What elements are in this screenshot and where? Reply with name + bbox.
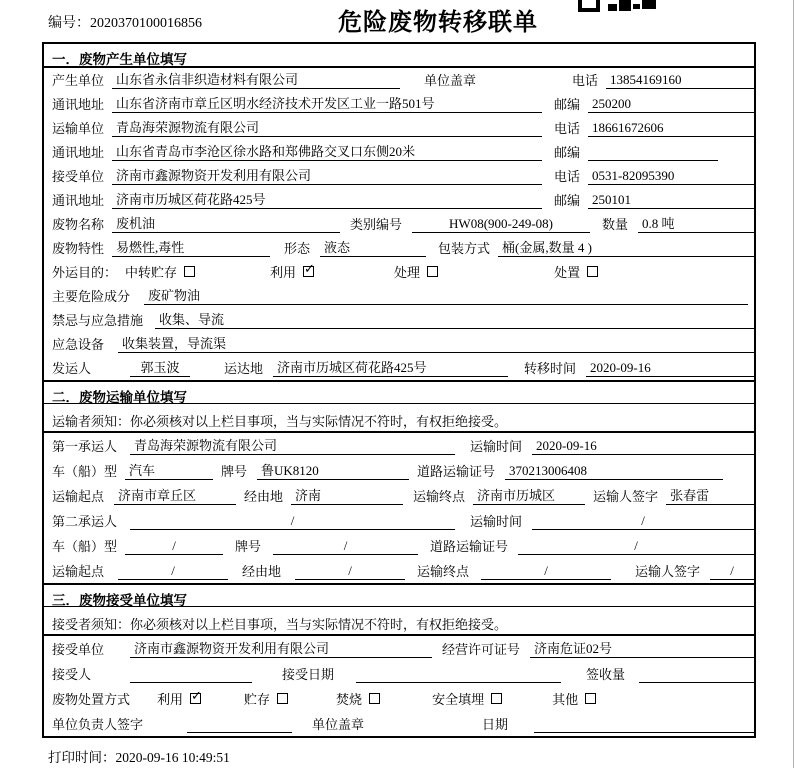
postcode-label: 邮编 xyxy=(554,97,581,112)
postcode-label: 邮编 xyxy=(554,193,581,208)
road-license-value: 370213006408 xyxy=(505,463,723,480)
address-label: 通讯地址 xyxy=(52,145,105,160)
producer-unit-row xyxy=(44,68,754,92)
plate-value: / xyxy=(273,538,418,555)
print-time-label: 打印时间： xyxy=(48,750,116,765)
via-label: 经由地 xyxy=(244,489,284,504)
plate-label: 牌号 xyxy=(221,464,248,479)
disposal-option-store: 贮存 xyxy=(244,689,288,708)
road-license-value: / xyxy=(518,538,754,555)
section1-heading: 一．废物产生单位填写 xyxy=(44,44,754,68)
emergency-equipment-row xyxy=(44,332,754,356)
origin-value: 济南市章丘区 xyxy=(114,485,236,505)
vehicle-row-1 xyxy=(44,458,754,483)
receiver-unit-row xyxy=(44,164,754,188)
manager-sign-label: 单位负责人签字 xyxy=(52,717,144,732)
transporter-sign-value: / xyxy=(710,563,754,580)
plate-label: 牌号 xyxy=(235,539,262,554)
equipment-value: 收集装置，导流渠 xyxy=(118,333,754,353)
producer-value: 山东省永信非织造材料有限公司 xyxy=(112,69,400,89)
accept-date-label: 接受日期 xyxy=(282,667,335,682)
emergency-measures-row xyxy=(44,308,754,332)
transport-time-value: / xyxy=(532,513,754,530)
accept-date-value xyxy=(356,667,561,683)
transporter-sign-label: 运输人签字 xyxy=(593,489,659,504)
unit-seal-label: 单位盖章 xyxy=(312,717,365,732)
purpose-option-storage: 中转贮存 xyxy=(125,262,195,281)
via-value: / xyxy=(295,563,405,580)
producer-address-row xyxy=(44,92,754,116)
via-label: 经由地 xyxy=(242,564,282,579)
serial-label: 编号： xyxy=(48,16,90,31)
waste-name-value: 废机油 xyxy=(112,213,340,233)
transporter-notice: 运输者须知：你必须核对以上栏目事项，当与实际情况不符时，有权拒绝接受。 xyxy=(44,404,754,433)
category-code-value: HW08(900-249-08) xyxy=(412,216,590,233)
transport-time-value: 2020-09-16 xyxy=(532,438,754,455)
checkbox-use-icon xyxy=(190,693,201,704)
waste-name-label: 废物名称 xyxy=(52,217,105,232)
section3 xyxy=(44,607,754,736)
origin-label: 运输起点 xyxy=(52,564,105,579)
origin-value: / xyxy=(118,563,228,580)
transporter-sign-label: 运输人签字 xyxy=(635,564,701,579)
phone-label: 电话 xyxy=(554,121,581,136)
checkbox-store-icon xyxy=(277,693,288,704)
section2-heading: 二．废物运输单位填写 xyxy=(44,380,754,404)
checkbox-treat-icon xyxy=(427,266,438,277)
taboo-label: 禁忌与应急措施 xyxy=(52,313,144,328)
hazard-components-row xyxy=(44,284,754,308)
waste-name-row xyxy=(44,212,754,236)
characteristics-value: 易燃性,毒性 xyxy=(112,237,270,257)
transport-time-label: 运输时间 xyxy=(470,439,523,454)
accept-unit-row xyxy=(44,636,754,661)
consignor-label: 发运人 xyxy=(52,361,92,376)
received-qty-value xyxy=(639,667,754,683)
carrier-value: 青岛海荣源物流有限公司 xyxy=(130,435,455,455)
transfer-time-label: 转移时间 xyxy=(524,361,577,376)
address-value: 山东省济南市章丘区明水经济技术开发区工业一路501号 xyxy=(112,93,542,113)
document-header xyxy=(0,0,796,42)
disposal-option-incinerate: 焚烧 xyxy=(336,689,380,708)
transfer-time-value: 2020-09-16 xyxy=(586,360,754,377)
quantity-value: 0.8 吨 xyxy=(638,213,754,233)
section1 xyxy=(44,68,754,380)
receiver-value: 济南市鑫源物资开发利用有限公司 xyxy=(112,165,542,185)
checkbox-storage-icon xyxy=(184,266,195,277)
receiver-label: 接受单位 xyxy=(52,169,105,184)
carrier-label: 第二承运人 xyxy=(52,514,118,529)
postcode-value: 250101 xyxy=(588,192,754,209)
checkbox-incinerate-icon xyxy=(369,693,380,704)
disposal-option-use: 利用 ✓ xyxy=(157,689,201,708)
vehicle-type-label: 车（船）型 xyxy=(52,539,118,554)
phone-label: 电话 xyxy=(572,73,599,88)
origin-label: 运输起点 xyxy=(52,489,105,504)
equipment-label: 应急设备 xyxy=(52,337,105,352)
endpoint-label: 运输终点 xyxy=(417,564,470,579)
serial-value: 2020370100016856 xyxy=(90,16,202,31)
checkbox-use-icon xyxy=(303,266,314,277)
section3-heading: 三．废物接受单位填写 xyxy=(44,583,754,607)
endpoint-label: 运输终点 xyxy=(413,489,466,504)
address-value: 山东省青岛市李沧区徐水路和郑佛路交叉口东侧20米 xyxy=(112,141,542,161)
vehicle-type-label: 车（船）型 xyxy=(52,464,118,479)
receiver-notice: 接受者须知：你必须核对以上栏目事项，当与实际情况不符时，有权拒绝接受。 xyxy=(44,607,754,636)
consignor-row xyxy=(44,356,754,380)
acceptor-value xyxy=(130,667,252,683)
page-edge-divider xyxy=(793,0,794,768)
acceptor-row xyxy=(44,661,754,686)
second-carrier-row xyxy=(44,508,754,533)
postcode-label: 邮编 xyxy=(554,145,581,160)
phone-value: 18661672606 xyxy=(588,120,754,137)
purpose-label: 外运目的： xyxy=(52,265,118,280)
address-label: 通讯地址 xyxy=(52,97,105,112)
destination-value: 济南市历城区荷花路425号 xyxy=(273,357,508,377)
disposal-method-row xyxy=(44,686,754,711)
route-row-1 xyxy=(44,483,754,508)
waste-characteristics-row xyxy=(44,236,754,260)
form-state-label: 形态 xyxy=(284,241,311,256)
receiver-address-row xyxy=(44,188,754,212)
address-value: 济南市历城区荷花路425号 xyxy=(112,189,542,209)
transport-time-label: 运输时间 xyxy=(470,514,523,529)
consignor-value: 郭玉波 xyxy=(130,357,190,377)
transporter-label: 运输单位 xyxy=(52,121,105,136)
characteristics-label: 废物特性 xyxy=(52,241,105,256)
transporter-address-row xyxy=(44,140,754,164)
taboo-value: 收集、导流 xyxy=(155,309,754,329)
carrier-value: / xyxy=(130,513,455,530)
phone-value: 13854169160 xyxy=(606,72,754,89)
vehicle-row-2 xyxy=(44,533,754,558)
hazard-label: 主要危险成分 xyxy=(52,289,131,304)
plate-value: 鲁UK8120 xyxy=(257,460,409,480)
first-carrier-row xyxy=(44,433,754,458)
transporter-unit-row xyxy=(44,116,754,140)
print-timestamp xyxy=(48,746,230,766)
address-label: 通讯地址 xyxy=(52,193,105,208)
purpose-option-use: 利用 ✓ xyxy=(270,262,314,281)
page-title: 危险废物转移联单 xyxy=(338,9,538,36)
print-time-value: 2020-09-16 10:49:51 xyxy=(115,750,230,765)
accept-unit-value: 济南市鑫源物资开发利用有限公司 xyxy=(130,638,432,658)
route-row-2 xyxy=(44,558,754,583)
disposal-label: 废物处置方式 xyxy=(52,692,131,707)
form-box xyxy=(42,42,756,738)
checkbox-dispose-icon xyxy=(587,266,598,277)
vehicle-type-value: / xyxy=(125,538,223,555)
transporter-value: 青岛海荣源物流有限公司 xyxy=(112,117,542,137)
acceptor-label: 接受人 xyxy=(52,667,92,682)
qr-code-partial-icon xyxy=(578,0,658,13)
unit-seal-label: 单位盖章 xyxy=(424,73,477,88)
phone-label: 电话 xyxy=(554,169,581,184)
checkbox-other-icon xyxy=(585,693,596,704)
disposal-option-other: 其他 xyxy=(552,689,596,708)
quantity-label: 数量 xyxy=(602,217,629,232)
manager-sign-value xyxy=(187,717,292,733)
category-code-label: 类别编号 xyxy=(350,217,403,232)
date-label: 日期 xyxy=(482,717,509,732)
destination-label: 运达地 xyxy=(224,361,264,376)
postcode-value xyxy=(588,145,718,161)
road-license-label: 道路运输证号 xyxy=(430,539,509,554)
disposal-option-landfill: 安全填埋 xyxy=(432,689,502,708)
transporter-sign-value: 张春雷 xyxy=(666,485,754,505)
date-value xyxy=(534,717,754,733)
carrier-label: 第一承运人 xyxy=(52,439,118,454)
phone-value: 0531-82095390 xyxy=(588,168,754,185)
purpose-option-dispose: 处置 xyxy=(554,262,598,281)
endpoint-value: / xyxy=(481,563,611,580)
transfer-purpose-row xyxy=(44,260,754,284)
producer-label: 产生单位 xyxy=(52,73,105,88)
road-license-label: 道路运输证号 xyxy=(417,464,496,479)
via-value: 济南 xyxy=(291,485,403,505)
received-qty-label: 签收量 xyxy=(586,667,626,682)
checkbox-landfill-icon xyxy=(491,693,502,704)
section2 xyxy=(44,404,754,583)
manager-sign-row xyxy=(44,711,754,736)
hazard-value: 废矿物油 xyxy=(144,285,748,305)
permit-label: 经营许可证号 xyxy=(442,642,521,657)
purpose-option-treat: 处理 xyxy=(394,262,438,281)
permit-value: 济南危证02号 xyxy=(530,638,754,658)
packaging-value: 桶(金属,数量 4 ) xyxy=(498,237,754,257)
packaging-label: 包装方式 xyxy=(438,241,491,256)
vehicle-type-value: 汽车 xyxy=(125,460,213,480)
accept-unit-label: 接受单位 xyxy=(52,642,105,657)
postcode-value: 250200 xyxy=(588,96,754,113)
endpoint-value: 济南市历城区 xyxy=(473,485,585,505)
form-state-value: 液态 xyxy=(320,237,426,257)
